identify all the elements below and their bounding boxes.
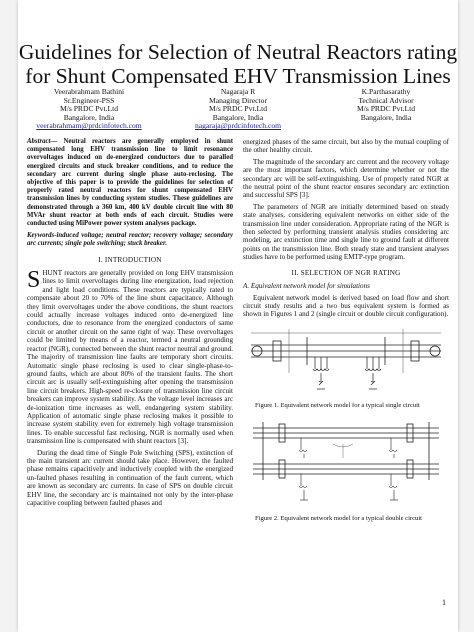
figure-1-caption: Figure 1. Equivalent network model for a typical single circuit (255, 401, 420, 409)
keywords: Keywords-induced voltage; neutral reactor; recovery voltage; secondary arc currents; single pole switching; stuck breaker. (27, 232, 233, 248)
abstract-text: Neutral reactors are generally employed in shunt compensated long EHV transmission line to limit resonance overvoltages induced on de-energized conductors due to paralled energized circuits and stuck breaker conditions, and to reduce the secondary arc current during single phase auto-reclosing. The objective of this paper is to provide the guidelines for selection of properly rated neutral reactors for shunt compensated EHV transmission lines by conducting system studies. These guidelines are demonstrated through a 360 km, 400 kV double circuit line with 80 MVAr shunt reactor at both ends of each circuit. Studies were conducted using MiPower power system analyses package. (27, 138, 233, 228)
right-paragraph-4: Equivalent network model is derived based on load flow and short circuit study results and a two bus equivalent system is formed as shown in Figures 1 and 2 (single circuit or double circuit configuration). (243, 293, 449, 319)
single-circuit-diagram (243, 323, 449, 401)
right-column (243, 138, 449, 523)
right-paragraph-1: energized phases of the same circuit, but also by the mutual coupling of the other healthy circuit. (243, 138, 449, 155)
author-org: M/s PRDC Pvt.Ltd (59, 104, 119, 114)
title-line-1: Guidelines for Selection of Neutral Reactors rating (18, 40, 458, 64)
author-email-link[interactable]: nagaraja@prdcinfotech.com (194, 121, 282, 131)
intro-paragraph-2: During the dead time of Single Pole Switching (SPS), extinction of the main transient arc current should take place. However, the faulted phase remains capacitively and inductively coupled with the energized un-faulted phases resulting in continuation of the fault current, which are known as secondary arc currents. In case of SPS on double circuit EHV line, the secondary arc is maintained not only by the inter-phase capacitive coupling between faulted phases and (27, 448, 233, 508)
abstract-label: Abstract— (27, 138, 58, 145)
subsection-heading: A. Equivalent network model for simulations (243, 282, 370, 291)
figure-2 (243, 414, 449, 523)
author-1 (18, 88, 164, 131)
paper-page (18, 0, 458, 632)
author-role: Managing Director (209, 95, 267, 105)
author-name: Nagaraja R (220, 87, 256, 96)
left-column (27, 138, 233, 507)
right-paragraph-3: The parameters of NGR are initially determined based on steady state analyses, considering equivalent networks on either side of the transmission line under consideration. Appropriate rating of the NGR is then selected by performing transient analysis studies considering arc modeling, arc extinction time and single line to ground fault at different points on the transmission line. Both steady state and transient analyses studies have to be performed using EMTP-type program. (243, 202, 449, 262)
author-role: Sr.Engineer-PSS (63, 95, 115, 105)
author-city: Bangalore, India (63, 112, 115, 122)
paper-title (18, 40, 458, 88)
intro-paragraph-1-text: HUNT reactors are generally provided on long EHV transmission lines to limit overvoltages during line energization, load rejection and light load conditions. These reactors are typically rated to compensate about 20 to 70% of the line shunt capacitance. Although they limit overvoltages under the above conditions, the shunt reactors could actually increase voltages induced onto de-energized line conductors, due to resonance from the energized conductors of same circuit or another circuit on the same right of way. These overvoltages could be limited by means of a reactor, termed a neutral grounding reactor (NGR), connected between the shunt reactor neutral and ground. The majority of transmission line faults are temporary short circuits. Automatic single phase reclosing is used to clear single-phase-to-ground faults, which are about 80% of the transient faults. The short circuit arc is usually self-extinguishing after opening the transmission line circuit breakers. High-speed re-closure of transmission line circuit breakers can improve system stability. As the voltage level increases arc de-ionization time increases as well, endangering system stability. Application of automatic single phase reclosing makes it possible to increase system stability even for extremely high voltage transmission lines. To enable successful fast reclosing, NGR is normally used when transmission line is compensated with shunt reactors [3]. (27, 269, 233, 446)
drop-cap: S (27, 267, 41, 294)
author-3 (311, 88, 458, 122)
intro-paragraph-1 (27, 269, 233, 446)
author-org: M/s PRDC Pvt.Ltd (208, 104, 268, 114)
figure-1 (243, 323, 449, 410)
author-org: M/s PRDC Pvt.Ltd (356, 104, 416, 114)
author-city: Bangalore, India (212, 112, 264, 122)
shunt-reactor-right (365, 357, 381, 389)
figure-2-caption: Figure 2. Equivalent network model for a typical double circuit (255, 514, 422, 522)
author-2 (163, 88, 313, 131)
author-email-link[interactable]: veerabrahmam@prdcinfotech.com (36, 121, 142, 131)
page-number: 1 (442, 598, 446, 607)
author-name: Veerabrahmam Bathini (53, 87, 125, 96)
title-line-2: for Shunt Compensated EHV Transmission Lines (25, 64, 451, 88)
right-paragraph-2: The magnitude of the secondary arc current and the recovery voltage are the most important factors, which determine whether or not the secondary arc will be self-extinguishing. Use of properly rated NGR at the neutral point of the shunt reactor ensures secondary arc extinction and successful SPS [3]. (243, 157, 449, 200)
abstract (27, 138, 233, 228)
author-name: K.Parthasarathy (361, 87, 411, 96)
shunt-reactor-left (313, 357, 329, 389)
double-circuit-diagram (243, 414, 449, 514)
author-role: Technical Advisor (358, 95, 414, 105)
author-city: Bangalore, India (360, 112, 412, 122)
section-heading-ngr-rating: II. SELECTION OF NGR RATING (291, 268, 401, 277)
section-heading-introduction: I. INTRODUCTION (98, 255, 162, 264)
